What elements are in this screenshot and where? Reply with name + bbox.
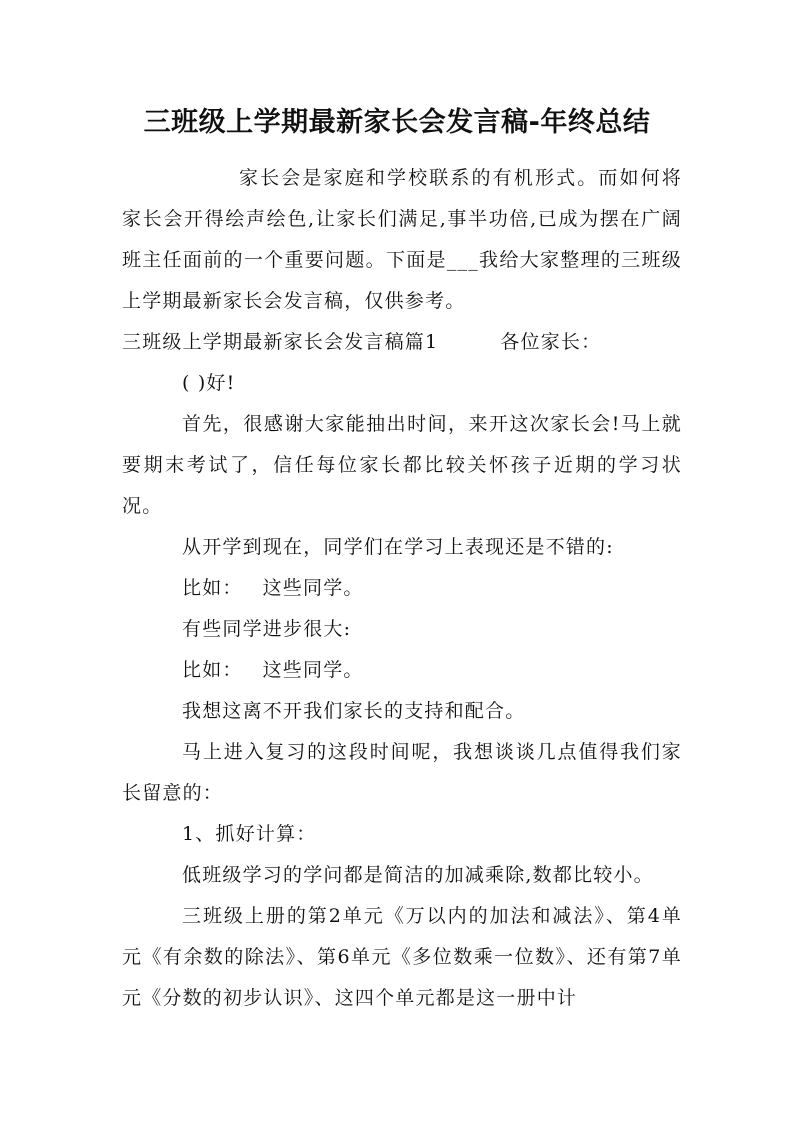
paragraph-3 xyxy=(122,568,682,609)
paragraph-1: 首先，很感谢大家能抽出时间，来开这次家长会!马上就要期末考试了，信任每位家长都比较关怀孩子近期的学习状况。 xyxy=(122,413,682,517)
section-heading: 三班级上学期最新家长会发言稿篇1 xyxy=(122,331,439,353)
paragraph-7: 马上进入复习的这段时间呢，我想谈谈几点值得我们家长留意的： xyxy=(122,741,682,804)
greeting: ( )好! xyxy=(182,372,236,394)
paragraph-8: 1、抓好计算： xyxy=(182,823,317,845)
intro-paragraph: 家长会是家庭和学校联系的有机形式。而如何将家长会开得绘声绘色,让家长们满足,事半功倍,已成为摆在广阔班主任面前的一个重要问题。下面是___我给大家整理的三班级上学期最新家长会发言稿，仅供参考。 xyxy=(122,167,682,312)
paragraph-2: 从开学到现在，同学们在学习上表现还是不错的: xyxy=(182,536,614,558)
example-text: 这些同学。 xyxy=(262,659,364,681)
paragraph-6: 我想这离不开我们家长的支持和配合。 xyxy=(182,700,526,722)
paragraph-10: 三班级上册的第2单元《万以内的加法和减法》、第4单元《有余数的除法》、第6单元《多位数乘一位数》、还有第7单元《分数的初步认识》、这四个单元都是这一册中计 xyxy=(122,905,682,1009)
salutation: 各位家长： xyxy=(500,331,602,353)
document-body xyxy=(122,158,682,1019)
example-text: 这些同学。 xyxy=(262,577,364,599)
paragraph-9: 低班级学习的学问都是简洁的加减乘除,数都比较小。 xyxy=(182,864,654,886)
paragraph-4: 有些同学进步很大: xyxy=(182,618,352,640)
paragraph-5 xyxy=(122,650,682,691)
document-title: 三班级上学期最新家长会发言稿-年终总结 xyxy=(143,107,651,138)
section-heading-line xyxy=(122,322,682,363)
example-label: 比如： xyxy=(182,577,243,599)
example-label: 比如： xyxy=(182,659,243,681)
